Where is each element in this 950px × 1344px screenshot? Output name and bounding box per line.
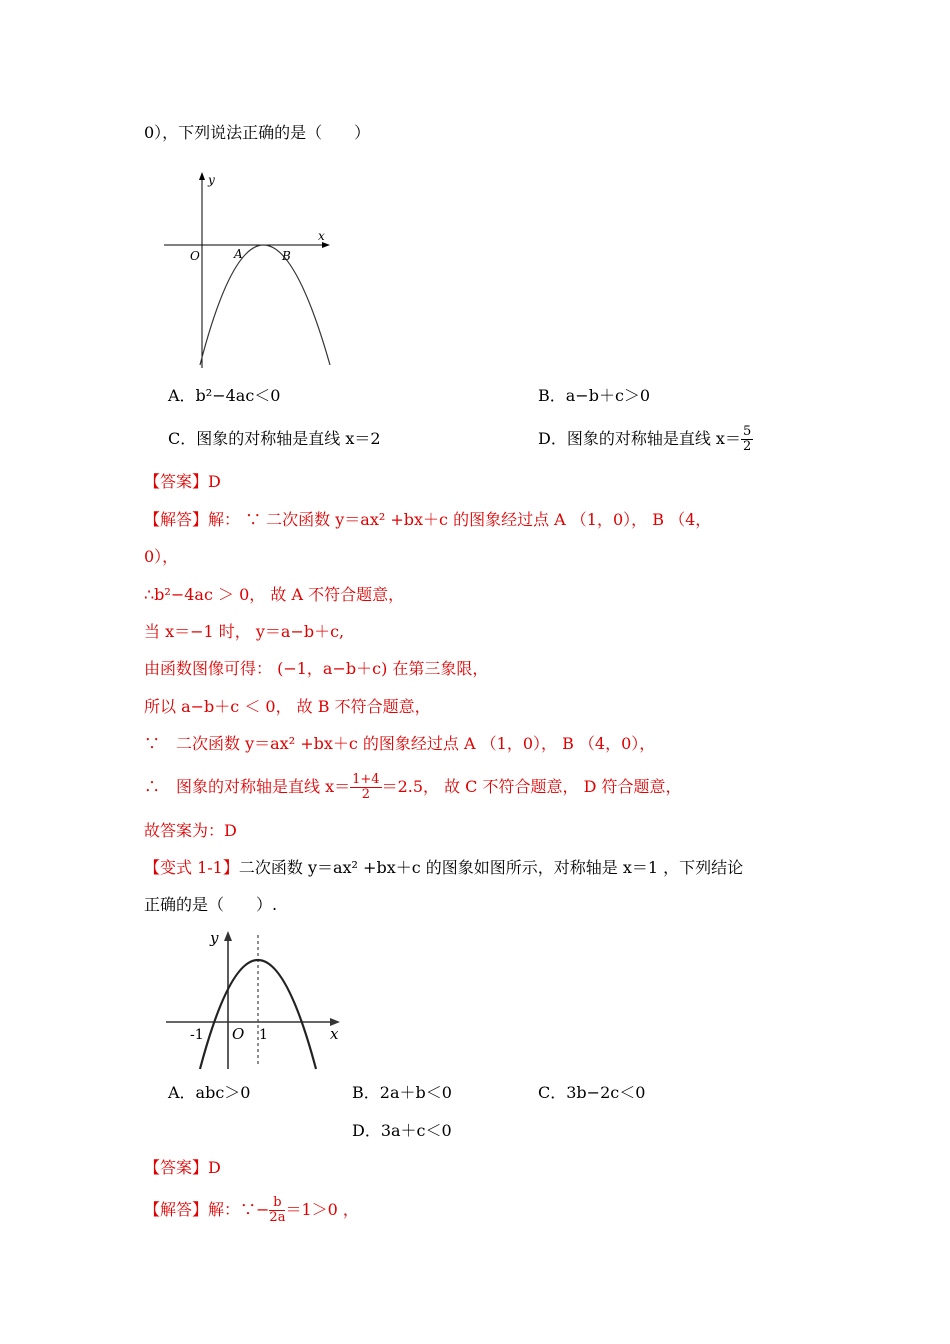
q1-solution-line5: 由函数图像可得： (−1，a−b＋c) 在第三象限， — [144, 659, 489, 678]
fraction-num: b — [269, 1196, 285, 1211]
q1-option-c[interactable]: C．图象的对称轴是直线 x＝2 — [168, 429, 381, 448]
point-b-label: B — [282, 249, 291, 263]
line8-suffix: ＝2.5， 故 C 不符合题意， D 符合题意， — [381, 777, 682, 796]
neg1-label: -1 — [190, 1027, 204, 1043]
q1-solution-line1: 【解答】解： ∵ 二次函数 y＝ax² +bx＋c 的图象经过点 A （1，0）， B （4， — [144, 510, 712, 529]
y-label: y — [210, 929, 219, 947]
q1-option-d-fraction — [741, 425, 753, 454]
line8-fraction — [350, 773, 381, 802]
one-label: 1 — [259, 1027, 268, 1043]
q2-stem-line1 — [144, 857, 743, 879]
q2-option-d[interactable]: D．3a＋c＜0 — [352, 1121, 452, 1140]
parabola-curve — [200, 245, 330, 365]
q1-stem-end: 0），下列说法正确的是（ ） — [144, 123, 371, 142]
q1-answer: 【答案】D — [144, 472, 221, 491]
q2-answer: 【答案】D — [144, 1158, 221, 1177]
x-label: x — [330, 1025, 339, 1043]
q2-solution-line1 — [144, 1196, 359, 1225]
q1-solution-line9: 故答案为：D — [144, 821, 237, 840]
q1-solution-line2: 0）， — [144, 547, 179, 566]
q2-stem-line2: 正确的是（ ）. — [144, 895, 278, 914]
q1-solution-line4: 当 x＝−1 时， y＝a−b＋c, — [144, 622, 345, 641]
q2-solution-suffix: ＝1＞0 ， — [285, 1200, 359, 1219]
q2-solution-fraction — [269, 1196, 285, 1225]
fraction-den: 2 — [742, 439, 752, 454]
y-axis-arrow — [199, 172, 205, 180]
fraction-den: 2 — [361, 787, 370, 802]
q2-option-c[interactable]: C．3b−2c＜0 — [538, 1083, 646, 1102]
q1-solution-line6: 所以 a−b＋c ＜ 0， 故 B 不符合题意， — [144, 697, 431, 716]
x-label: x — [318, 229, 325, 243]
q1-parabola-graph — [160, 168, 360, 378]
origin-label: O — [232, 1025, 245, 1043]
q1-option-d[interactable] — [538, 425, 753, 454]
fraction-num: 5 — [742, 424, 752, 439]
q2-option-a[interactable]: A．abc＞0 — [168, 1083, 251, 1102]
q2-solution-prefix: 【解答】解：∵− — [144, 1200, 270, 1219]
point-a-label: A — [234, 247, 243, 261]
fraction-den: 2a — [269, 1210, 286, 1225]
q1-option-b[interactable]: B．a−b＋c＞0 — [538, 386, 651, 405]
origin-label: O — [190, 249, 200, 263]
line8-prefix: ∴ 图象的对称轴是直线 x＝ — [144, 777, 351, 796]
q1-solution-line8 — [144, 773, 682, 802]
q2-stem-text: 二次函数 y＝ax² +bx＋c 的图象如图所示，对称轴是 x＝1 ，下列结论 — [238, 858, 744, 877]
fraction-num: 1+4 — [352, 772, 380, 787]
q1-solution-line3: ∴b²−4ac ＞ 0， 故 A 不符合题意， — [144, 585, 405, 604]
y-label: y — [208, 173, 215, 187]
y-axis-arrow — [224, 931, 232, 941]
q2-title-tag: 【变式 1-1】 — [144, 858, 239, 877]
q2-parabola-graph — [160, 927, 350, 1072]
q1-solution-line7: ∵ 二次函数 y＝ax² +bx＋c 的图象经过点 A （1，0）， B （4，0）， — [144, 734, 656, 753]
q2-option-b[interactable]: B．2a＋b＜0 — [352, 1083, 452, 1102]
q1-option-d-text: D．图象的对称轴是直线 x＝ — [538, 429, 741, 448]
q1-option-a[interactable]: A．b²−4ac＜0 — [168, 386, 281, 405]
